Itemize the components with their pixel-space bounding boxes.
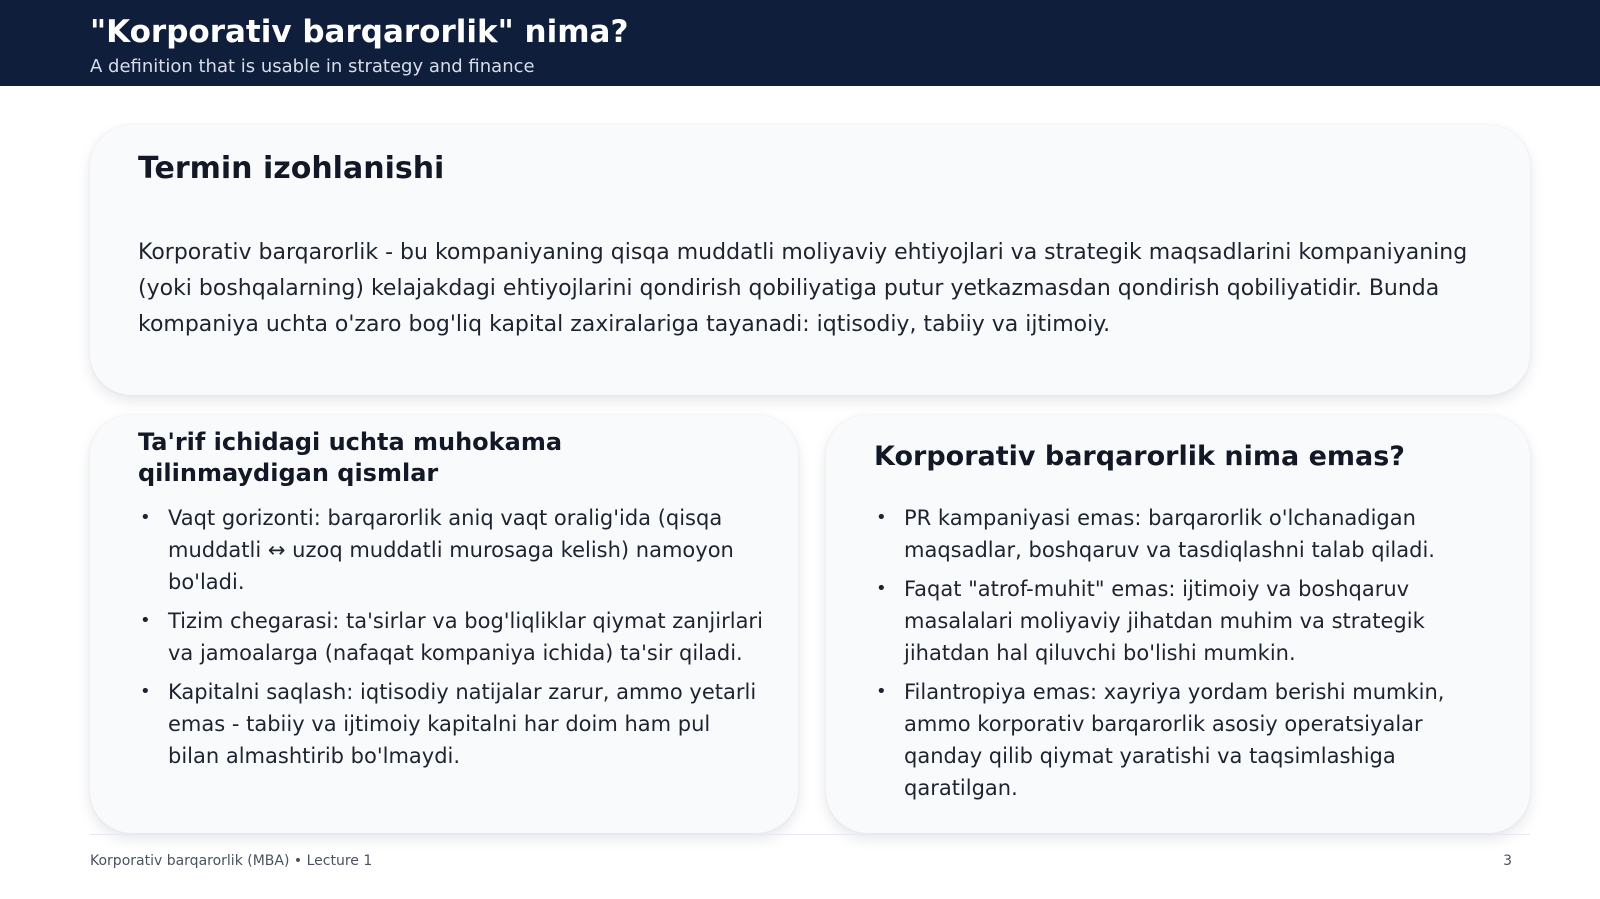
- bullet-text: PR kampaniyasi emas: barqarorlik o'lchanadigan maqsadlar, boshqaruv va tasdiqlashni talab qiladi.: [904, 506, 1435, 562]
- not-heading: Korporativ barqarorlik nima emas?: [874, 441, 1405, 472]
- list-item: [138, 605, 768, 669]
- bullet-text: Vaqt gorizonti: barqarorlik aniq vaqt oralig'ida (qisqa muddatli ↔ uzoq muddatli murosaga kelish) namoyon bo'ladi.: [168, 506, 734, 594]
- not-bullet-list: [874, 502, 1504, 811]
- list-item: [874, 502, 1504, 566]
- footer-divider: [90, 834, 1530, 835]
- list-item: [874, 676, 1504, 804]
- bullet-icon: •: [140, 507, 151, 528]
- list-item: [874, 573, 1504, 669]
- list-item: [138, 502, 768, 598]
- non-negotiable-parts-card: [90, 415, 798, 833]
- bullet-icon: •: [876, 507, 887, 528]
- slide-title: "Korporativ barqarorlik" nima?: [90, 14, 629, 50]
- bullet-text: Kapitalni saqlash: iqtisodiy natijalar zarur, ammo yetarli emas - tabiiy va ijtimoiy kapitalni har doim ham pul bilan almashtirib bo'lmaydi.: [168, 680, 757, 768]
- parts-bullet-list: [138, 502, 768, 779]
- page-number: 3: [1503, 853, 1512, 869]
- definition-card: [90, 125, 1530, 395]
- bullet-text: Filantropiya emas: xayriya yordam berishi mumkin, ammo korporativ barqarorlik asosiy operatsiyalar qanday qilib qiymat yaratishi va taqsimlashiga qaratilgan.: [904, 680, 1445, 800]
- definition-body: Korporativ barqarorlik - bu kompaniyaning qisqa muddatli moliyaviy ehtiyojlari va strategik maqsadlarini kompaniyaning (yoki boshqalarning) kelajakdagi ehtiyojlarini qondirish qobiliyatiga putur yetkazmasdan qondirish qobiliyatidir. Bunda kompaniya uchta o'zaro bog'liq kapital zaxiralariga tayanadi: iqtisodiy, tabiiy va ijtimoiy.: [138, 240, 1468, 337]
- slide-subtitle: A definition that is usable in strategy and finance: [90, 56, 535, 77]
- what-it-is-not-card: [826, 415, 1530, 833]
- bullet-icon: •: [140, 610, 151, 631]
- bullet-text: Tizim chegarasi: ta'sirlar va bog'liqliklar qiymat zanjirlari va jamoalarga (nafaqat kompaniya ichida) ta'sir qiladi.: [168, 609, 763, 665]
- footer-course-label: Korporativ barqarorlik (MBA) • Lecture 1: [90, 853, 373, 869]
- definition-heading: Termin izohlanishi: [138, 151, 445, 186]
- parts-heading: Ta'rif ichidagi uchta muhokama qilinmaydigan qismlar: [138, 428, 563, 487]
- bullet-icon: •: [876, 681, 887, 702]
- bullet-icon: •: [140, 681, 151, 702]
- list-item: [138, 676, 768, 772]
- bullet-text: Faqat "atrof-muhit" emas: ijtimoiy va boshqaruv masalalari moliyaviy jihatdan muhim va strategik jihatdan hal qiluvchi bo'lishi mumkin.: [904, 577, 1425, 665]
- slide-header: [0, 0, 1600, 86]
- bullet-icon: •: [876, 578, 887, 599]
